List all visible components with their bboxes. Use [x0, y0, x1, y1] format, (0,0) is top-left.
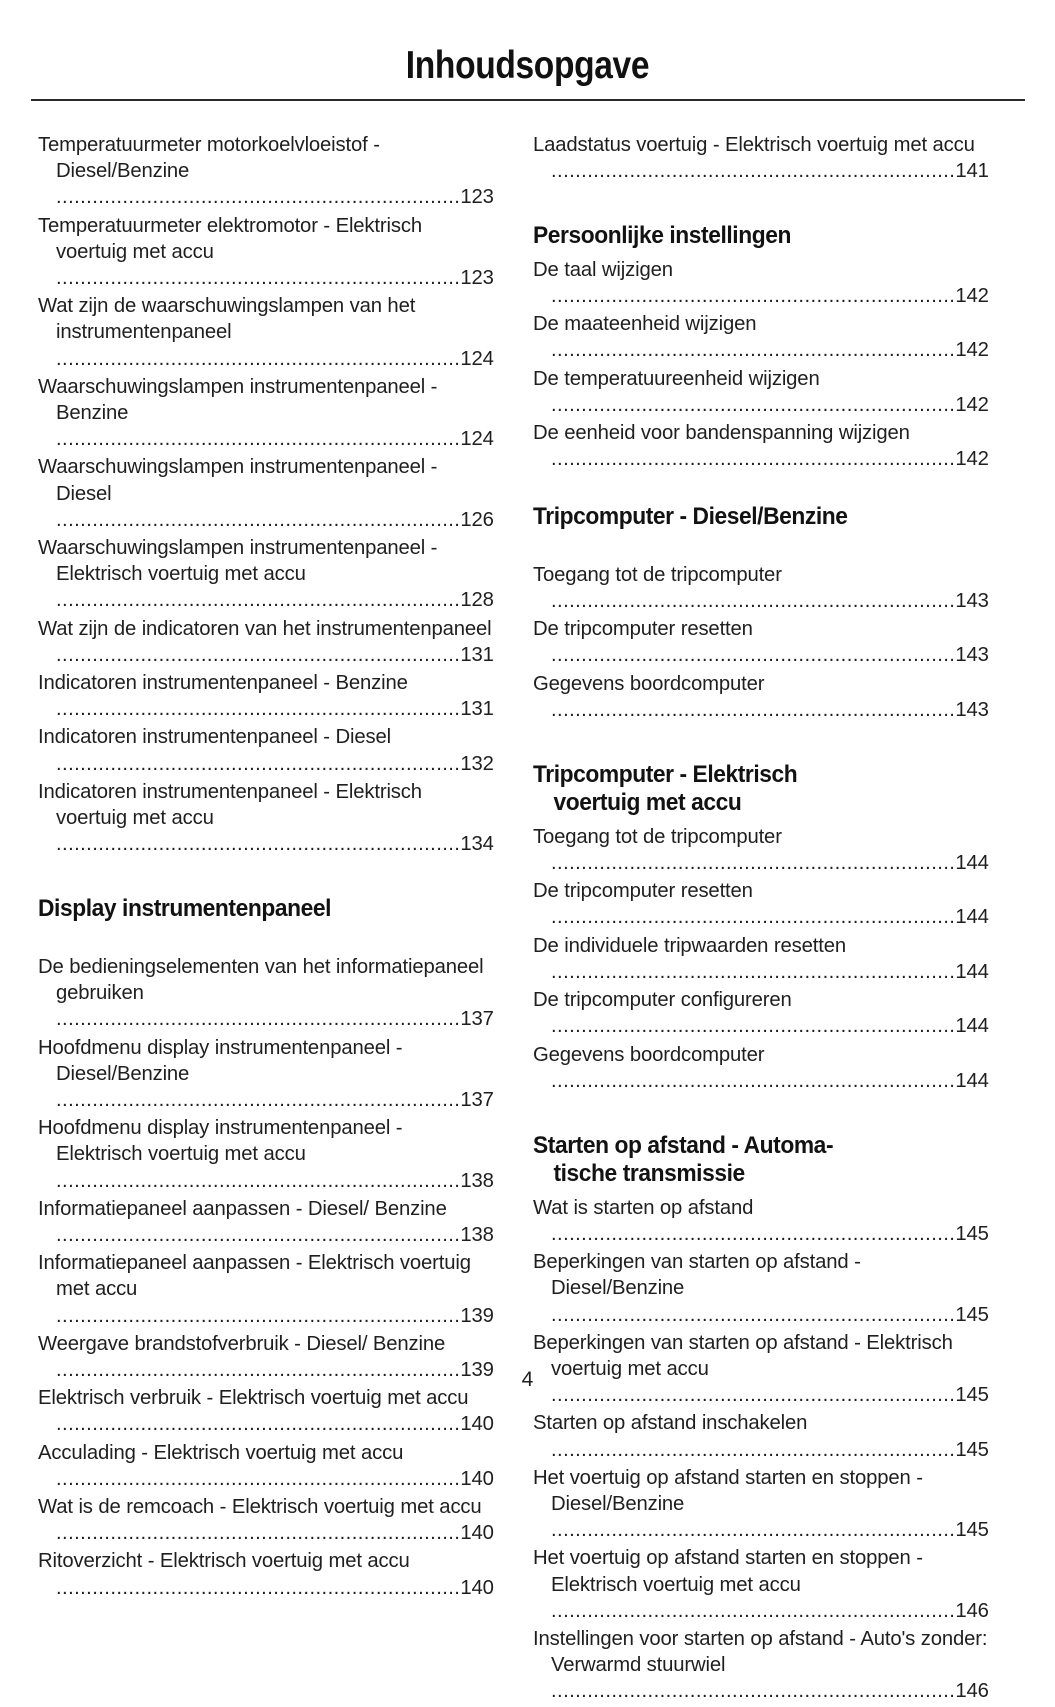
toc-entry[interactable] [533, 1545, 989, 1624]
toc-column-right [533, 132, 989, 1707]
toc-entry[interactable] [533, 987, 989, 1039]
toc-page-number: 144 [955, 1069, 989, 1092]
toc-entry[interactable] [533, 824, 989, 876]
toc-entry-label: Waarschuwingslampen instrumentenpaneel - Benzine [38, 375, 438, 425]
toc-entry-label: De tripcomputer resetten [533, 618, 753, 641]
toc-dot-leader: ................................................................... [56, 347, 461, 370]
page-footer [0, 1368, 1055, 1392]
toc-entry[interactable] [38, 954, 494, 1033]
toc-entry-label: Elektrisch verbruik - Elektrisch voertuig met accu [38, 1387, 469, 1410]
toc-dot-leader: ................................................................... [551, 1438, 956, 1461]
toc-entry[interactable] [38, 616, 494, 668]
section-heading-line: Tripcomputer - Diesel/Benzine [533, 503, 848, 531]
toc-dot-leader: ................................................................... [551, 1015, 956, 1038]
toc-dot-leader: ................................................................... [551, 1519, 956, 1542]
toc-dot-leader: ................................................................... [56, 1522, 461, 1545]
toc-dot-leader: ................................................................... [551, 448, 956, 471]
toc-dot-leader: ................................................................... [551, 960, 956, 983]
section-heading [533, 222, 989, 250]
toc-entry[interactable] [533, 933, 989, 985]
toc-dot-leader: ................................................................... [56, 1008, 461, 1031]
toc-entry-label: Hoofdmenu display instrumentenpaneel - Elektrisch voertuig met accu [38, 1117, 403, 1166]
toc-entry-label: De bedieningselementen van het informatiepaneel gebruiken [38, 955, 484, 1005]
toc-entry-label: Instellingen voor starten op afstand - Auto's zonder: Verwarmd stuurwiel [533, 1627, 988, 1677]
toc-page-number: 132 [460, 752, 494, 775]
toc-entry-label: De temperatuureenheid wijzigen [533, 367, 820, 390]
toc-entry-label: Beperkingen van starten op afstand - Elektrisch voertuig met accu [533, 1331, 953, 1380]
toc-dot-leader: ................................................................... [56, 698, 461, 721]
toc-entry-label: Starten op afstand inschakelen [533, 1412, 808, 1435]
toc-page-number: 140 [460, 1522, 494, 1545]
toc-dot-leader: ................................................................... [551, 1069, 956, 1092]
toc-entry-label: Weergave brandstofverbruik - Diesel/ Benzine [38, 1332, 446, 1355]
toc-entry-label: De tripcomputer configureren [533, 989, 792, 1012]
toc-dot-leader: ................................................................... [551, 1599, 956, 1622]
toc-dot-leader: ................................................................... [56, 267, 461, 290]
section-heading-line: tische transmissie [553, 1160, 745, 1188]
toc-entry[interactable] [533, 420, 989, 472]
toc-dot-leader: ................................................................... [56, 508, 461, 531]
toc-page-number: 124 [460, 347, 494, 370]
toc-entry[interactable] [533, 1042, 989, 1094]
toc-entry-label: Het voertuig op afstand starten en stoppen - Elektrisch voertuig met accu [533, 1547, 923, 1596]
toc-entry[interactable] [38, 1196, 494, 1248]
toc-dot-leader: ................................................................... [56, 1088, 461, 1111]
toc-dot-leader: ................................................................... [551, 160, 956, 183]
toc-entry[interactable] [38, 670, 494, 722]
page-number: 4 [521, 1368, 534, 1391]
toc-entry[interactable] [38, 213, 494, 292]
toc-entry[interactable] [533, 1626, 989, 1705]
toc-entry[interactable] [38, 132, 494, 211]
toc-entry-label: Ritoverzicht - Elektrisch voertuig met accu [38, 1550, 410, 1573]
toc-entry[interactable] [38, 1548, 494, 1600]
toc-entry[interactable] [38, 374, 494, 453]
toc-page-number: 128 [460, 589, 494, 612]
toc-dot-leader: ................................................................... [56, 1304, 461, 1327]
toc-dot-leader: ................................................................... [551, 698, 956, 721]
toc-dot-leader: ................................................................... [56, 833, 461, 856]
toc-entry[interactable] [533, 1249, 989, 1328]
toc-entry[interactable] [533, 616, 989, 668]
toc-page-number: 139 [460, 1358, 494, 1381]
toc-entry[interactable] [38, 1440, 494, 1492]
toc-page-number: 145 [955, 1519, 989, 1542]
toc-page-number: 140 [460, 1576, 494, 1599]
toc-entry-label: Temperatuurmeter motorkoelvloeistof - Diesel/Benzine [38, 134, 380, 183]
toc-dot-leader: ................................................................... [56, 186, 461, 209]
toc-page-number: 139 [460, 1304, 494, 1327]
toc-page-number: 141 [955, 160, 989, 183]
title-divider [31, 99, 1025, 101]
toc-entry[interactable] [533, 1410, 989, 1462]
toc-entry[interactable] [533, 671, 989, 723]
toc-page-number: 126 [460, 508, 494, 531]
toc-page-number: 134 [460, 833, 494, 856]
toc-entry[interactable] [38, 779, 494, 858]
toc-entry-label: Gegevens boordcomputer [533, 1043, 765, 1066]
toc-page-number: 145 [955, 1384, 989, 1407]
toc-entry-label: Het voertuig op afstand starten en stoppen - Diesel/Benzine [533, 1466, 923, 1515]
toc-page-number: 145 [955, 1222, 989, 1245]
section-heading-line: Persoonlijke instellingen [533, 222, 791, 250]
section-heading [533, 503, 989, 531]
toc-page-number: 143 [955, 644, 989, 667]
toc-entry-label: Indicatoren instrumentenpaneel - Benzine [38, 672, 408, 695]
toc-entry-label: Toegang tot de tripcomputer [533, 563, 782, 586]
section-heading-line: voertuig met accu [553, 789, 742, 817]
toc-dot-leader: ................................................................... [56, 428, 461, 451]
page-header [0, 0, 1055, 88]
toc-columns [0, 132, 1055, 1707]
toc-dot-leader: ................................................................... [551, 906, 956, 929]
toc-entry[interactable] [533, 1195, 989, 1247]
toc-page-number: 138 [460, 1223, 494, 1246]
toc-page-number: 142 [955, 448, 989, 471]
toc-entry-label: De maateenheid wijzigen [533, 313, 757, 336]
toc-page-number: 137 [460, 1088, 494, 1111]
toc-page-number: 140 [460, 1413, 494, 1436]
toc-page-number: 144 [955, 960, 989, 983]
section-heading-line: Display instrumentenpaneel [38, 895, 332, 923]
toc-dot-leader: ................................................................... [56, 1413, 461, 1436]
toc-entry-label: Waarschuwingslampen instrumentenpaneel - Elektrisch voertuig met accu [38, 537, 438, 586]
toc-entry[interactable] [38, 293, 494, 372]
toc-page-number: 142 [955, 393, 989, 416]
toc-entry-label: Wat is starten op afstand [533, 1196, 754, 1219]
toc-dot-leader: ................................................................... [56, 1358, 461, 1381]
toc-entry[interactable] [38, 1494, 494, 1546]
section-heading [533, 1132, 989, 1189]
toc-dot-leader: ................................................................... [551, 852, 956, 875]
toc-entry-label: De individuele tripwaarden resetten [533, 934, 846, 957]
toc-page-number: 146 [955, 1680, 989, 1703]
toc-entry[interactable] [38, 535, 494, 614]
toc-page-number: 142 [955, 339, 989, 362]
toc-dot-leader: ................................................................... [551, 1303, 956, 1326]
toc-page-number: 137 [460, 1008, 494, 1031]
toc-entry[interactable] [38, 1385, 494, 1437]
toc-entry-label: Wat zijn de indicatoren van het instrumentenpaneel [38, 617, 492, 640]
toc-entry[interactable] [533, 1465, 989, 1544]
toc-page-number: 146 [955, 1599, 989, 1622]
toc-dot-leader: ................................................................... [56, 589, 461, 612]
toc-entry-label: Beperkingen van starten op afstand - Diesel/Benzine [533, 1251, 861, 1300]
toc-page-number: 123 [460, 186, 494, 209]
toc-page-number: 145 [955, 1438, 989, 1461]
toc-dot-leader: ................................................................... [551, 644, 956, 667]
toc-entry[interactable] [38, 1250, 494, 1329]
toc-entry-label: Informatiepaneel aanpassen - Elektrisch voertuig met accu [38, 1252, 471, 1301]
toc-entry-label: Informatiepaneel aanpassen - Diesel/ Benzine [38, 1197, 447, 1220]
section-heading [38, 895, 494, 923]
toc-page-number: 138 [460, 1169, 494, 1192]
toc-entry-label: Acculading - Elektrisch voertuig met accu [38, 1441, 404, 1464]
toc-entry-label: Laadstatus voertuig - Elektrisch voertuig met accu [533, 134, 975, 156]
toc-dot-leader: ................................................................... [551, 590, 956, 613]
toc-dot-leader: ................................................................... [551, 1384, 956, 1407]
toc-dot-leader: ................................................................... [551, 339, 956, 362]
toc-page-number: 143 [955, 590, 989, 613]
toc-dot-leader: ................................................................... [56, 643, 461, 666]
toc-dot-leader: ................................................................... [56, 752, 461, 775]
toc-entry-label: De eenheid voor bandenspanning wijzigen [533, 422, 910, 445]
toc-dot-leader: ................................................................... [56, 1223, 461, 1246]
toc-page-number: 144 [955, 906, 989, 929]
section-heading [533, 761, 989, 818]
toc-page-number: 143 [955, 698, 989, 721]
toc-entry-label: Gegevens boordcomputer [533, 672, 765, 695]
toc-entry-label: Wat zijn de waarschuwingslampen van het instrumentenpaneel [38, 295, 416, 344]
toc-dot-leader: ................................................................... [551, 285, 956, 308]
toc-page-number: 123 [460, 267, 494, 290]
toc-entry[interactable] [38, 1115, 494, 1194]
toc-dot-leader: ................................................................... [56, 1467, 461, 1490]
toc-entry[interactable] [38, 454, 494, 533]
section-heading-line: Starten op afstand - Automa- [533, 1131, 834, 1159]
page-title: Inhoudsopgave [405, 44, 650, 87]
toc-entry-label: Waarschuwingslampen instrumentenpaneel - Diesel [38, 456, 438, 505]
toc-entry[interactable] [533, 366, 989, 418]
toc-page-number: 140 [460, 1467, 494, 1490]
toc-entry[interactable] [38, 1035, 494, 1114]
toc-entry[interactable] [533, 132, 989, 184]
toc-dot-leader: ................................................................... [551, 1680, 956, 1703]
toc-page-number: 145 [955, 1303, 989, 1326]
toc-entry-label: Hoofdmenu display instrumentenpaneel - Diesel/Benzine [38, 1036, 403, 1085]
toc-page-number: 142 [955, 285, 989, 308]
toc-dot-leader: ................................................................... [56, 1576, 461, 1599]
toc-entry-label: De taal wijzigen [533, 258, 673, 281]
section-heading-line: Tripcomputer - Elektrisch [533, 761, 798, 789]
toc-page-number: 144 [955, 1015, 989, 1038]
toc-entry-label: Indicatoren instrumentenpaneel - Diesel [38, 726, 391, 749]
toc-page-number: 124 [460, 428, 494, 451]
toc-entry[interactable] [533, 257, 989, 309]
toc-dot-leader: ................................................................... [551, 393, 956, 416]
toc-dot-leader: ................................................................... [56, 1169, 461, 1192]
toc-entry-label: Wat is de remcoach - Elektrisch voertuig met accu [38, 1495, 482, 1518]
toc-entry-label: Indicatoren instrumentenpaneel - Elektrisch voertuig met accu [38, 780, 422, 830]
toc-entry-label: Toegang tot de tripcomputer [533, 825, 782, 848]
toc-entry[interactable] [533, 878, 989, 930]
toc-entry-label: Temperatuurmeter elektromotor - Elektrisch voertuig met accu [38, 214, 422, 263]
toc-entry[interactable] [533, 562, 989, 614]
toc-page-number: 144 [955, 852, 989, 875]
toc-dot-leader: ................................................................... [551, 1222, 956, 1245]
toc-entry[interactable] [38, 724, 494, 776]
toc-entry[interactable] [533, 311, 989, 363]
toc-page-number: 131 [460, 643, 494, 666]
toc-entry-label: De tripcomputer resetten [533, 880, 753, 903]
toc-page-number: 131 [460, 698, 494, 721]
